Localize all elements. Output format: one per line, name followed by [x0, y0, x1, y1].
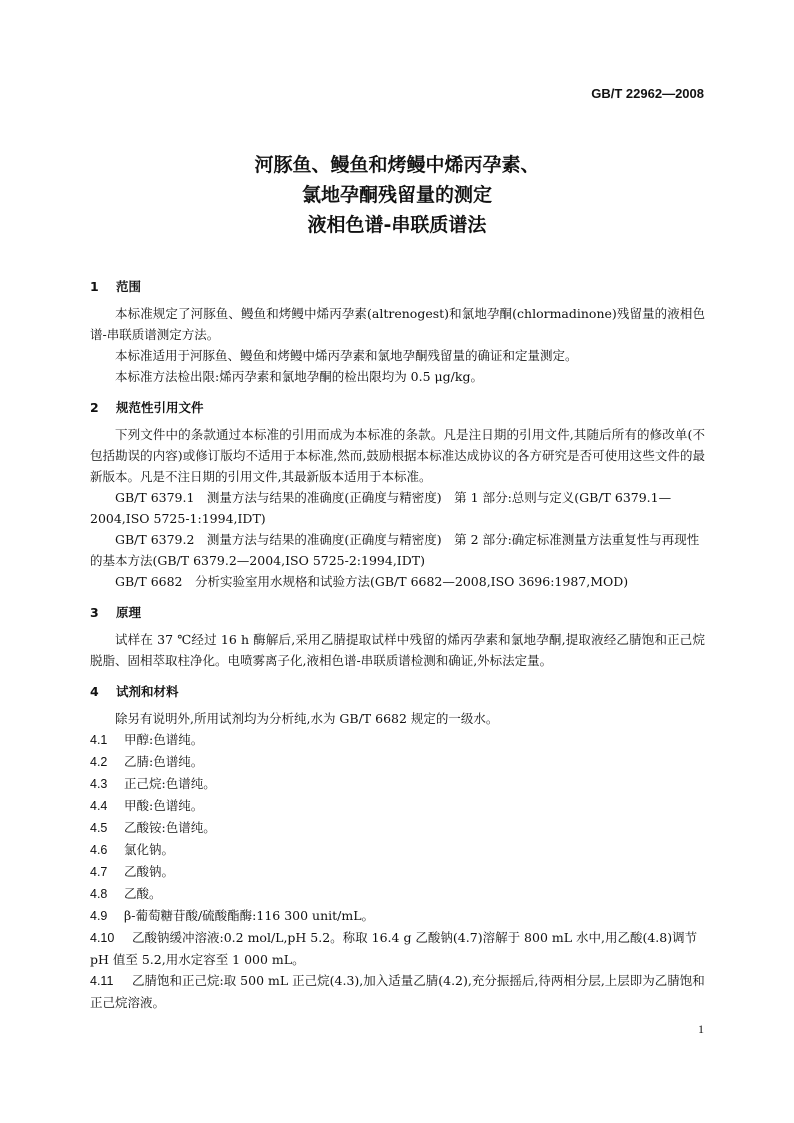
reference-entry: GB/T 6379.2 测量方法与结果的准确度(正确度与精密度) 第 2 部分:确定标准测量方法重复性与再现性的基本方法(GB/T 6379.2—2004,ISO 5725-2:1994,IDT) [90, 532, 700, 568]
item-number: 4.10 [90, 931, 115, 945]
item-number: 4.6 [90, 843, 108, 857]
paragraph: 本标准适用于河豚鱼、鳗鱼和烤鳗中烯丙孕素和氯地孕酮残留量的确证和定量测定。 [115, 348, 578, 363]
paragraph: 除另有说明外,所用试剂均为分析纯,水为 GB/T 6682 规定的一级水。 [115, 711, 499, 726]
item-text: β-葡萄糖苷酸/硫酸酯酶:116 300 unit/mL。 [124, 908, 375, 923]
list-item [90, 839, 705, 861]
section-heading-references [90, 397, 705, 418]
standard-code: GB/T 22962—2008 [591, 86, 704, 101]
section-heading-reagents [90, 681, 705, 702]
paragraph: 本标准规定了河豚鱼、鳗鱼和烤鳗中烯丙孕素(altrenogest)和氯地孕酮(chlormadinone)残留量的液相色谱-串联质谱测定方法。 [90, 306, 705, 342]
section-heading-principle [90, 602, 705, 623]
section-title: 规范性引用文件 [116, 400, 204, 415]
list-item [90, 970, 705, 1013]
paragraph: 试样在 37 ℃经过 16 h 酶解后,采用乙腈提取试样中残留的烯丙孕素和氯地孕酮,提取液经乙腈饱和正己烷脱脂、固相萃取柱净化。电喷雾离子化,液相色谱-串联质谱检测和确证,外标法定量。 [90, 632, 705, 668]
list-item [90, 927, 705, 970]
item-number: 4.3 [90, 777, 108, 791]
section-title: 原理 [116, 605, 142, 620]
item-number: 4.5 [90, 821, 108, 835]
item-number: 4.1 [90, 733, 108, 747]
item-text: 甲酸:色谱纯。 [124, 798, 204, 813]
list-item [90, 861, 705, 883]
list-item [90, 773, 705, 795]
document-body [90, 276, 705, 1013]
item-number: 4.2 [90, 755, 108, 769]
item-text: 乙腈:色谱纯。 [124, 754, 204, 769]
page-number: 1 [698, 1022, 704, 1036]
list-item [90, 795, 705, 817]
section-heading-scope [90, 276, 705, 297]
item-text: 氯化钠。 [124, 842, 175, 857]
title-line-3: 液相色谱-串联质谱法 [307, 214, 487, 236]
list-item [90, 883, 705, 905]
item-text: 乙酸。 [124, 886, 162, 901]
item-text: 正己烷:色谱纯。 [124, 776, 216, 791]
title-line-2: 氯地孕酮残留量的测定 [301, 184, 492, 206]
title-line-1: 河豚鱼、鳗鱼和烤鳗中烯丙孕素、 [254, 154, 540, 176]
list-item [90, 751, 705, 773]
section-number: 4 [90, 684, 99, 699]
document-title [0, 150, 794, 240]
list-item [90, 817, 705, 839]
paragraph: 下列文件中的条款通过本标准的引用而成为本标准的条款。凡是注日期的引用文件,其随后所有的修改单(不包括勘误的内容)或修订版均不适用于本标准,然而,鼓励根据本标准达成协议的各方研究是否可使用这些文件的最新版本。凡是不注日期的引用文件,其最新版本适用于本标准。 [90, 427, 705, 484]
item-number: 4.8 [90, 887, 108, 901]
item-number: 4.11 [90, 974, 114, 988]
section-number: 3 [90, 605, 99, 620]
section-number: 1 [90, 279, 99, 294]
section-title: 范围 [116, 279, 142, 294]
item-text: 甲醇:色谱纯。 [124, 732, 204, 747]
section-title: 试剂和材料 [116, 684, 179, 699]
item-text: 乙酸铵:色谱纯。 [124, 820, 216, 835]
item-text: 乙酸钠。 [124, 864, 175, 879]
list-item [90, 905, 705, 927]
section-number: 2 [90, 400, 99, 415]
item-number: 4.9 [90, 909, 108, 923]
reference-entry: GB/T 6682 分析实验室用水规格和试验方法(GB/T 6682—2008,ISO 3696:1987,MOD) [115, 574, 629, 589]
item-number: 4.7 [90, 865, 108, 879]
item-number: 4.4 [90, 799, 108, 813]
list-item [90, 729, 705, 751]
item-text: 乙酸钠缓冲溶液:0.2 mol/L,pH 5.2。称取 16.4 g 乙酸钠(4.7)溶解于 800 mL 水中,用乙酸(4.8)调节 pH 值至 5.2,用水定容至 1 000 mL。 [90, 930, 698, 967]
reference-entry: GB/T 6379.1 测量方法与结果的准确度(正确度与精密度) 第 1 部分:总则与定义(GB/T 6379.1—2004,ISO 5725-1:1994,IDT) [90, 490, 672, 526]
paragraph: 本标准方法检出限:烯丙孕素和氯地孕酮的检出限均为 0.5 μg/kg。 [115, 369, 483, 384]
item-text: 乙腈饱和正己烷:取 500 mL 正己烷(4.3),加入适量乙腈(4.2),充分振摇后,待两相分层,上层即为乙腈饱和正己烷溶液。 [90, 973, 705, 1010]
